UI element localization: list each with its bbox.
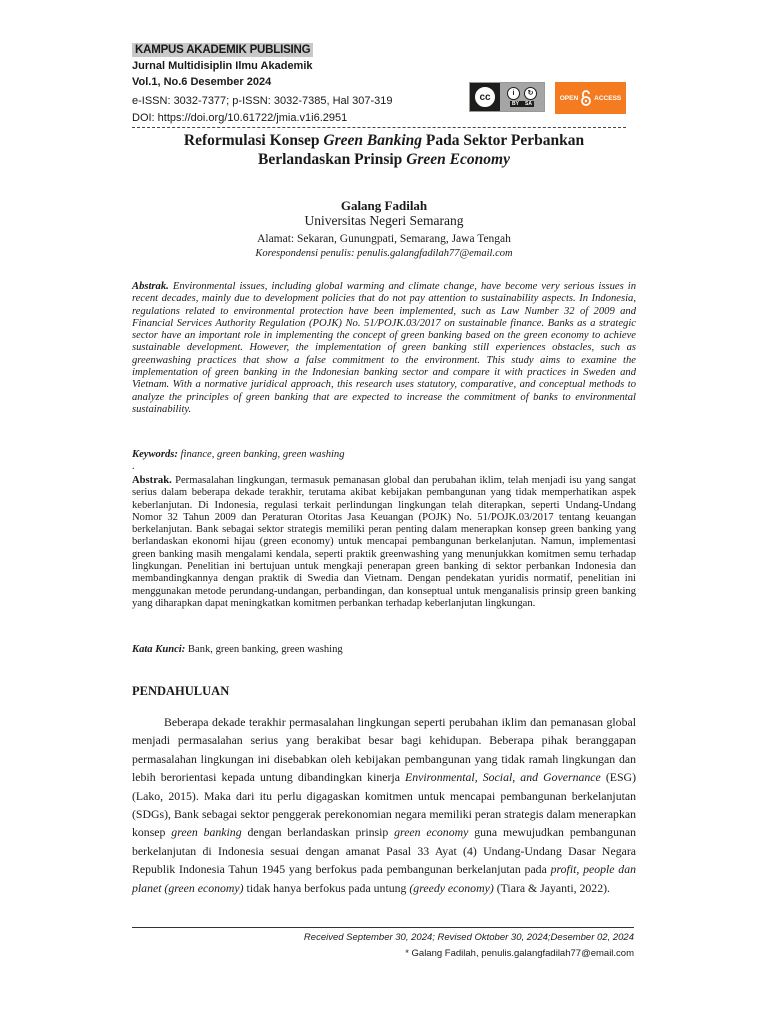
publisher-name: KAMPUS AKADEMIK PUBLISING	[132, 43, 313, 57]
open-access-right-label: ACCESS	[594, 94, 622, 102]
share-alike-icon: ↻	[524, 87, 537, 100]
cc-by-label: BY	[512, 101, 519, 107]
volume-info: Vol.1, No.6 Desember 2024	[132, 76, 272, 88]
keywords-indonesian: Kata Kunci: Bank, green banking, green washing	[132, 644, 343, 655]
open-access-badge[interactable]	[555, 82, 626, 114]
header-divider	[132, 127, 626, 128]
author-affiliation: Universitas Negeri Semarang	[304, 213, 464, 228]
open-access-left-label: OPEN	[559, 94, 579, 102]
author-address: Alamat: Sekaran, Gunungpati, Semarang, Jawa Tengah	[257, 233, 511, 245]
cc-sa-label: SA	[525, 101, 532, 107]
abstract-english: Abstrak. Environmental issues, including global warming and climate change, have become very serious issues in recent decades, mainly due to development policies that do not pay attention to sustainability aspects. In Indonesia, regulations related to environmental protection have been implemented, such as Law Number 32 of 2009 and Financial Services Authority Regulation (POJK) No. 51/POJK.03/2017 on sustainable finance. Banks as a strategic sector have an important role in implementing the concept of green banking based on the green economy to achieve sustainable development. However, the implementation of green banking still experiences obstacles, such as greenwashing practices that show a false commitment to the environment. This study aims to examine the implementation of green banking in the Indonesian banking sector and compare it with practices in Sweden and Vietnam. With a normative juridical approach, this research uses statutory, comparative, and conceptual methods to analyze the principles of green banking that are expected to increase the commitment of banks to environmental sustainability.	[132, 281, 636, 415]
creative-commons-icon: cc	[473, 85, 497, 109]
article-title-line-1: Reformulasi Konsep Green Banking Pada Sektor Perbankan	[183, 132, 585, 149]
keywords-english: Keywords: finance, green banking, green washing	[132, 449, 345, 460]
article-title-line-2: Berlandaskan Prinsip Green Economy	[258, 151, 510, 168]
open-access-lock-icon	[580, 90, 592, 106]
cc-license-badge[interactable]	[469, 82, 545, 112]
separator-dot: .	[132, 461, 135, 472]
section-heading-introduction: PENDAHULUAN	[132, 684, 230, 698]
correspondence-email[interactable]: Korespondensi penulis: penulis.galangfadilah77@email.com	[255, 248, 513, 259]
footer-divider	[132, 927, 634, 928]
abstract-indonesian: Abstrak. Permasalahan lingkungan, termasuk pemanasan global dan perubahan iklim, telah menjadi isu yang sangat serius dalam beberapa dekade terakhir, terutama akibat kebijakan pembangunan yang tidak memperhatikan aspek keberlanjutan. Di Indonesia, regulasi terkait perlindungan lingkungan telah diterapkan, seperti Undang-Undang Nomor 32 Tahun 2009 dan Peraturan Otoritas Jasa Keuangan (POJK) No. 51/POJK.03/2017 tentang keuangan berkelanjutan. Bank sebagai sektor strategis memiliki peran penting dalam menerapkan konsep green banking yang berlandaskan ekonomi hijau (green economy) untuk mencapai pembangunan berkelanjutan. Namun, implementasi green banking masih mengalami kendala, seperti praktik greenwashing yang menunjukkan komitmen semu terhadap lingkungan. Penelitian ini bertujuan untuk mengkaji penerapan green banking di sektor perbankan Indonesia dan membandingkannya dengan praktik di Swedia dan Vietnam. Dengan pendekatan yuridis normatif, penelitian ini menggunakan metode perundang-undangan, perbandingan, dan konseptual untuk menganalisis prinsip green banking yang diharapkan dapat meningkatkan komitmen perbankan terhadap keberlanjutan lingkungan.	[132, 475, 636, 609]
received-dates: Received September 30, 2024; Revised Oktober 30, 2024;Desember 02, 2024	[303, 932, 634, 943]
introduction-paragraph: Beberapa dekade terakhir permasalahan lingkungan seperti perubahan iklim dan pemanasan global menjadi permasalahan serius yang berakibat besar bagi kehidupan. Beberapa pihak beranggapan permasalahan lingkungan ini disebabkan oleh kebijakan pembangunan yang tidak ramah lingkungan dan lebih berorientasi kepada untung dibandingkan kinerja Environmental, Social, and Governance (ESG) (Lako, 2015). Maka dari itu perlu digagaskan komitmen untuk mencapai pembangunan berkelanjutan (SDGs), Bank sebagai sektor penggerak perekonomian negara memiliki peran strategis dalam menerapkan konsep green banking dengan berlandaskan prinsip green economy guna mewujudkan pembangunan berkelanjutan di Indonesia sesuai dengan amanat Pasal 33 Ayat (4) Undang-Undang Dasar Negara Republik Indonesia Tahun 1945 yang berfokus pada pembangunan berkelanjutan pada profit, people dan planet (green economy) tidak hanya berfokus pada untung (greedy economy) (Tiara & Jayanti, 2022).	[132, 715, 637, 895]
issn-info: e-ISSN: 3032-7377; p-ISSN: 3032-7385, Hal 307-319	[132, 95, 393, 107]
doi-link[interactable]: DOI: https://doi.org/10.61722/jmia.v1i6.2951	[132, 112, 348, 124]
corresponding-author-note: * Galang Fadilah, penulis.galangfadilah77@email.com	[405, 948, 634, 959]
journal-name: Jurnal Multidisiplin Ilmu Akademik	[132, 60, 313, 72]
attribution-icon: i	[507, 87, 520, 100]
author-name: Galang Fadilah	[340, 198, 428, 213]
